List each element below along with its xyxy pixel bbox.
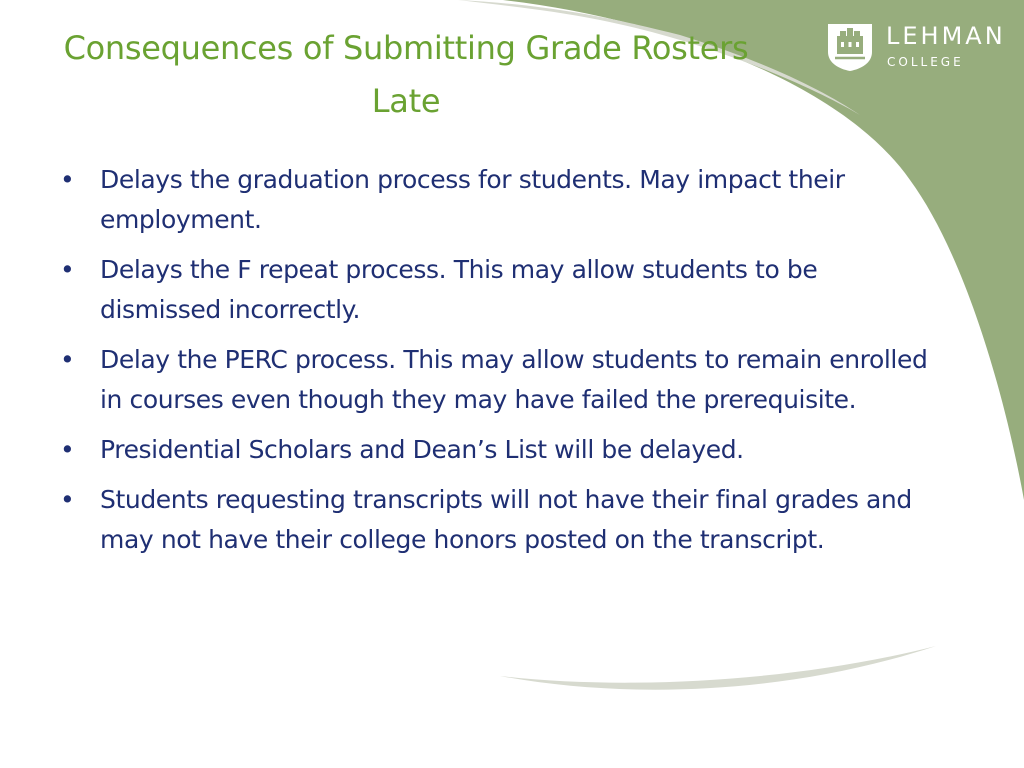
- bullet-marker: •: [60, 255, 75, 284]
- bullet-text: Students requesting transcripts will not have their final grades and may not have their college honors posted on the transcript.: [100, 485, 912, 554]
- bullet-marker: •: [60, 435, 75, 464]
- slide-title: Consequences of Submitting Grade Rosters Late: [63, 29, 749, 120]
- bullet-item-transcripts: [56, 480, 936, 560]
- bullet-marker: •: [60, 165, 75, 194]
- bullet-text: Presidential Scholars and Dean’s List will be delayed.: [100, 435, 744, 464]
- bullet-text: Delays the graduation process for students. May impact their employment.: [100, 165, 845, 234]
- logo-wordmark: LEHMAN: [886, 22, 1006, 50]
- bullet-item-scholars: [56, 430, 936, 470]
- bullet-item-graduation: [56, 160, 936, 240]
- bullet-text: Delay the PERC process. This may allow students to remain enrolled in courses even though they may have failed the prerequisite.: [100, 345, 928, 414]
- bullet-text: Delays the F repeat process. This may allow students to be dismissed incorrectly.: [100, 255, 818, 324]
- bullet-list: [56, 160, 936, 570]
- bullet-marker: •: [60, 345, 75, 374]
- lehman-college-seal-icon: [826, 18, 874, 72]
- bullet-item-f-repeat: [56, 250, 936, 330]
- logo-subtitle: COLLEGE: [887, 55, 964, 69]
- bullet-marker: •: [60, 485, 75, 514]
- bullet-item-perc: [56, 340, 936, 420]
- lehman-college-logo: [826, 18, 1016, 76]
